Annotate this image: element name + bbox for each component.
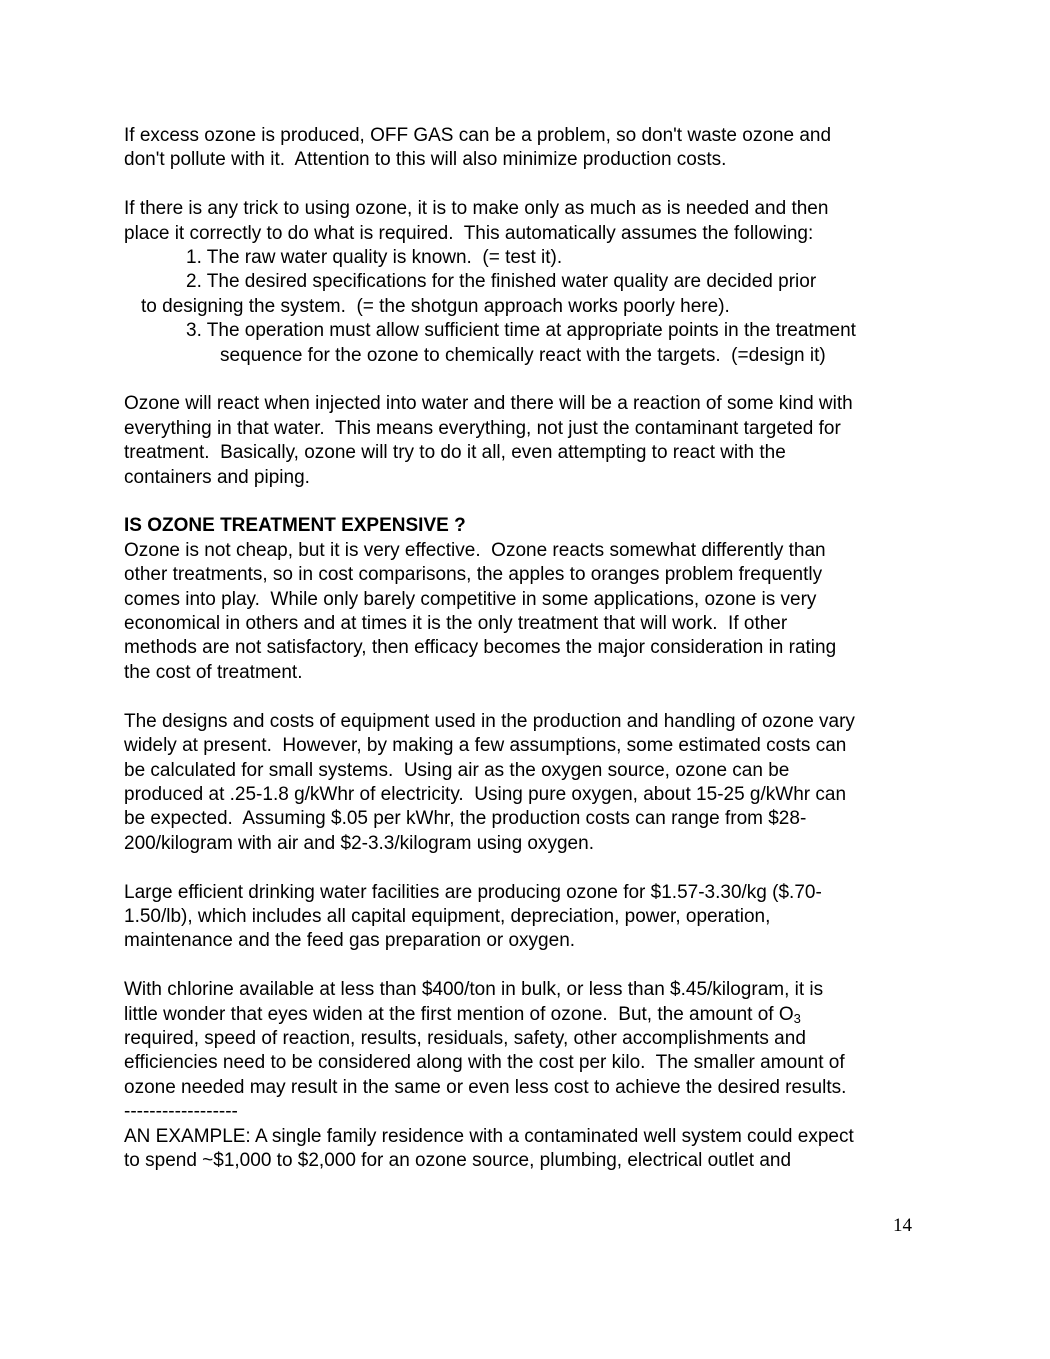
paragraph-line: The designs and costs of equipment used in the production and handling of ozone vary <box>124 710 855 732</box>
paragraph-line: comes into play. While only barely competitive in some applications, ozone is very <box>124 588 817 610</box>
paragraph-line: If excess ozone is produced, OFF GAS can be a problem, so don't waste ozone and <box>124 125 832 146</box>
paragraph-line: place it correctly to do what is required. This automatically assumes the following: <box>124 222 814 244</box>
paragraph-line: to spend ~$1,000 to $2,000 for an ozone source, plumbing, electrical outlet and <box>124 1149 792 1171</box>
page-content <box>124 124 944 1173</box>
list-item-continuation: sequence for the ozone to chemically react with the targets. (=design it) <box>220 344 826 366</box>
paragraph-line: containers and piping. <box>124 466 310 488</box>
paragraph-line: With chlorine available at less than $400/ton in bulk, or less than $.45/kilogram, it is <box>124 979 824 1001</box>
paragraph-line: treatment. Basically, ozone will try to do it all, even attempting to react with the <box>124 442 786 464</box>
separator-line: ------------------ <box>124 1101 238 1123</box>
paragraph-line: don't pollute with it. Attention to this will also minimize production costs. <box>124 149 727 171</box>
paragraph-line: economical in others and at times it is the only treatment that will work. If other <box>124 613 788 635</box>
paragraph-line: Large efficient drinking water facilities are producing ozone for $1.57-3.30/kg ($.70- <box>124 881 822 903</box>
subscript: 3 <box>793 1010 801 1026</box>
paragraph-line: 1.50/lb), which includes all capital equipment, depreciation, power, operation, <box>124 905 771 927</box>
list-item: 1. The raw water quality is known. (= test it). <box>186 247 563 269</box>
list-item: 3. The operation must allow sufficient time at appropriate points in the treatment <box>186 320 856 342</box>
paragraph-line: the cost of treatment. <box>124 661 303 683</box>
paragraph-line: produced at .25-1.8 g/kWhr of electricity. Using pure oxygen, about 15-25 g/kWhr can <box>124 783 847 805</box>
section-heading: IS OZONE TREATMENT EXPENSIVE ? <box>124 515 466 537</box>
paragraph-line: methods are not satisfactory, then efficacy becomes the major consideration in rating <box>124 637 837 659</box>
list-item: 2. The desired specifications for the finished water quality are decided prior <box>186 271 817 293</box>
page-number: 14 <box>893 1215 912 1236</box>
paragraph-line: efficiencies need to be considered along with the cost per kilo. The smaller amount of <box>124 1052 845 1074</box>
paragraph-line: Ozone will react when injected into water and there will be a reaction of some kind with <box>124 393 853 415</box>
paragraph-line: widely at present. However, by making a few assumptions, some estimated costs can <box>124 735 847 757</box>
paragraph-line: be expected. Assuming $.05 per kWhr, the production costs can range from $28- <box>124 808 807 830</box>
paragraph-line: ozone needed may result in the same or even less cost to achieve the desired results. <box>124 1076 847 1098</box>
paragraph-line: everything in that water. This means everything, not just the contaminant targeted for <box>124 417 841 439</box>
paragraph-line <box>124 1003 944 1027</box>
paragraph-line: be calculated for small systems. Using air as the oxygen source, ozone can be <box>124 759 790 781</box>
paragraph-line: Ozone is not cheap, but it is very effective. Ozone reacts somewhat differently than <box>124 539 826 561</box>
paragraph-line: required, speed of reaction, results, residuals, safety, other accomplishments and <box>124 1027 806 1049</box>
paragraph-line: AN EXAMPLE: A single family residence with a contaminated well system could expect <box>124 1125 854 1147</box>
paragraph-line: 200/kilogram with air and $2-3.3/kilogram using oxygen. <box>124 832 594 854</box>
paragraph-text: little wonder that eyes widen at the first mention of ozone. But, the amount of O <box>124 1003 794 1025</box>
paragraph-line: other treatments, so in cost comparisons, the apples to oranges problem frequently <box>124 564 823 586</box>
list-item-continuation: to designing the system. (= the shotgun approach works poorly here). <box>141 295 730 317</box>
paragraph-line: If there is any trick to using ozone, it is to make only as much as is needed and then <box>124 198 829 220</box>
paragraph-line: maintenance and the feed gas preparation or oxygen. <box>124 930 576 952</box>
